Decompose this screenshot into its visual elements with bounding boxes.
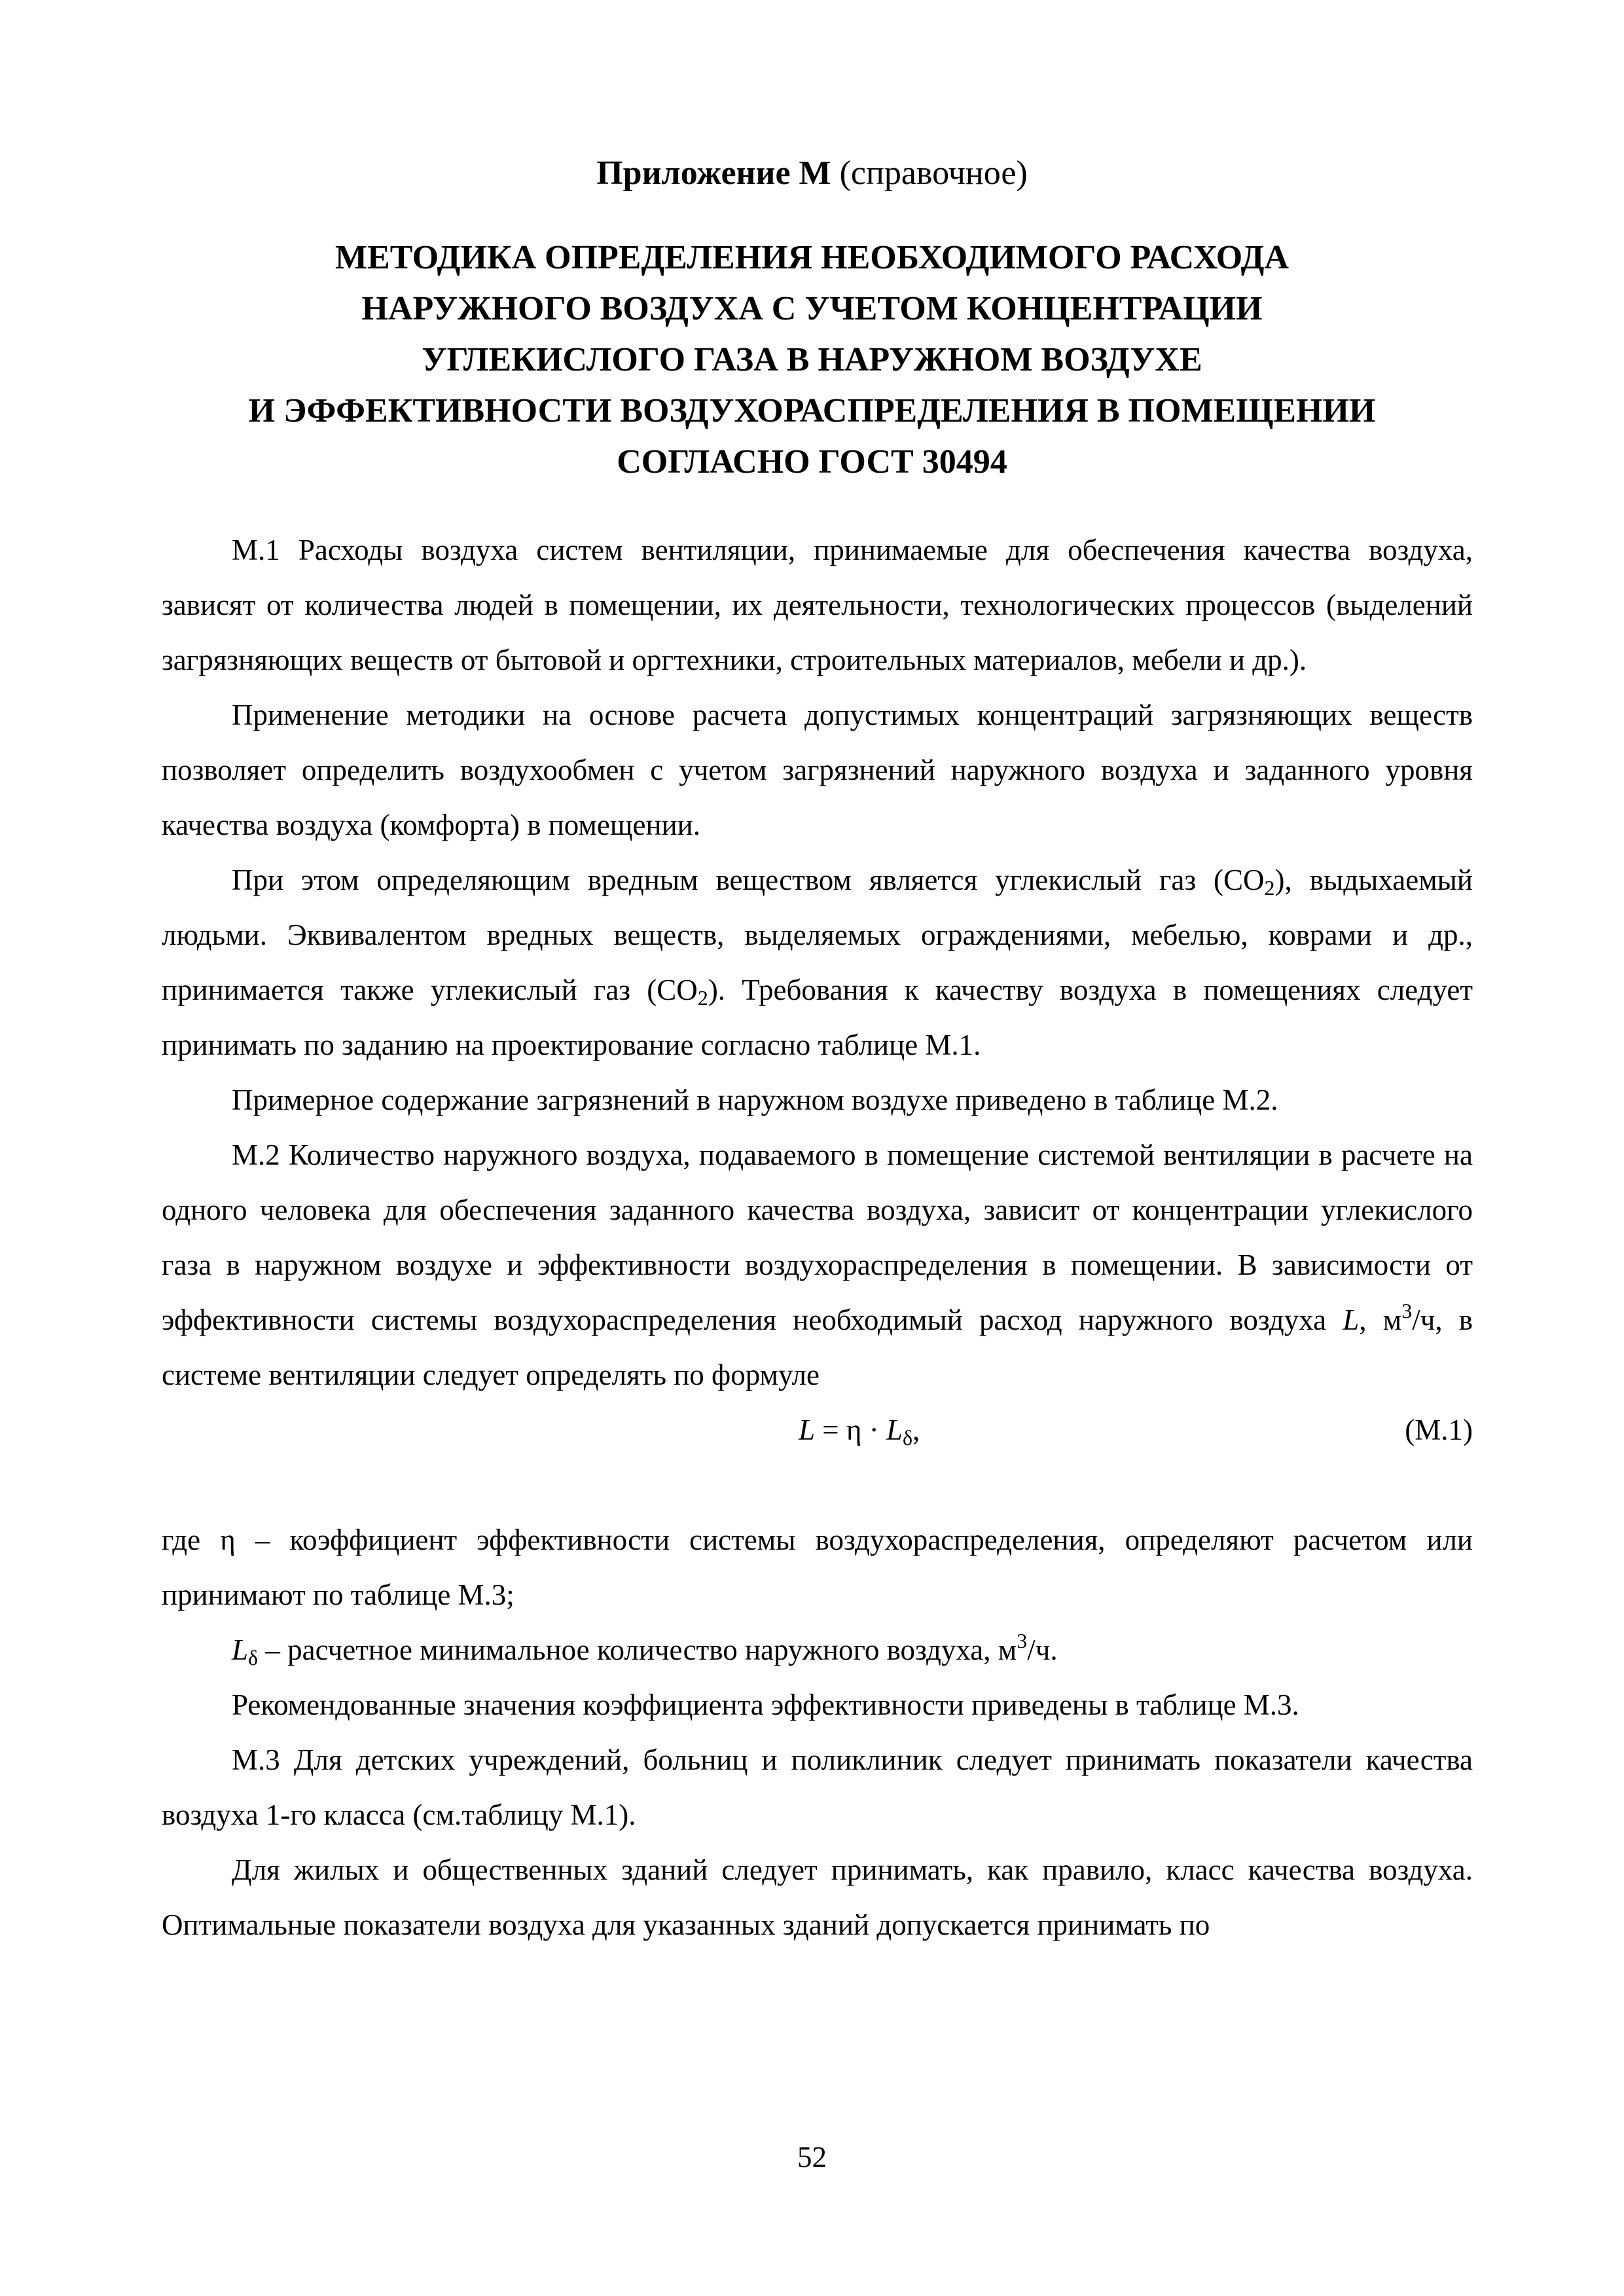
variable-L: L (1343, 1303, 1360, 1336)
paragraph-method: Применение методики на основе расчета допустимых концентраций загрязняющих веществ позволяет определить воздухообмен с учетом загрязнений наружного воздуха и заданного уровня качества воздуха (комфорта) в помещении. (162, 699, 1473, 841)
appendix-note: (справочное) (839, 155, 1028, 192)
paragraph-m3: М.3 Для детских учреждений, больниц и поликлиник следует принимать показатели качества воздуха 1-го класса (см.таблицу М.1). (162, 1743, 1473, 1831)
formula-tail: , (912, 1413, 920, 1446)
formula-row (162, 1402, 1473, 1457)
formula-eq: = η · (815, 1413, 886, 1446)
paragraph-ld-definition (162, 1622, 1473, 1677)
paragraph-m1: М.1 Расходы воздуха систем вентиляции, принимаемые для обеспечения качества воздуха, зависят от количества людей в помещении, их деятельности, технологических процессов (выделений загрязняющих веществ от бытовой и оргтехники, строительных материалов, мебели и др.). (162, 534, 1473, 676)
title-line: И ЭФФЕКТИВНОСТИ ВОЗДУХОРАСПРЕДЕЛЕНИЯ В ПОМЕЩЕНИИ (248, 392, 1376, 429)
formula-m1 (799, 1402, 920, 1457)
document-title (0, 232, 1624, 488)
paragraph-recommended: Рекомендованные значения коэффициента эффективности приведены в таблице М.3. (232, 1688, 1299, 1721)
appendix-label: Приложение М (596, 155, 831, 192)
co2-subscript: 2 (697, 986, 708, 1010)
page-number: 52 (797, 2141, 827, 2174)
document-body (162, 522, 1473, 1952)
formula-rhs: L (886, 1413, 903, 1446)
co2-subscript: 2 (1264, 876, 1275, 900)
variable-L: L (232, 1633, 249, 1666)
paragraph-outdoor-pollution: Примерное содержание загрязнений в наружном воздухе приведено в таблице М.2. (232, 1084, 1278, 1116)
ld-text: – расчетное минимальное количество наружного воздуха, м (258, 1633, 1017, 1666)
m2-text-b: , м (1359, 1303, 1402, 1336)
cube-superscript: 3 (1017, 1629, 1028, 1652)
co2-text-c: ). Требования к качеству воздуха в помещениях следует принимать по заданию на проектирование согласно таблице М.1. (162, 974, 1473, 1061)
title-line: НАРУЖНОГО ВОЗДУХА С УЧЕТОМ КОНЦЕНТРАЦИИ (361, 290, 1263, 327)
co2-text-b: ), выдыхаемый людьми. Эквивалентом вредных веществ, выделяемых ограждениями, мебелью, коврами и др., принимается также углекислый газ (СО (162, 864, 1473, 1006)
formula-rhs-subscript: δ (902, 1426, 913, 1449)
appendix-heading (0, 151, 1624, 196)
delta-subscript: δ (248, 1646, 259, 1669)
m2-text-a: М.2 Количество наружного воздуха, подаваемого в помещение системой вентиляции в расчете на одного человека для обеспечения заданного качества воздуха, зависит от концентрации углекислого газа в наружном воздухе и эффективности воздухораспределения в помещении. В зависимости от эффективности системы воздухораспределения необходимый расход наружного воздуха (162, 1139, 1473, 1336)
title-line: МЕТОДИКА ОПРЕДЕЛЕНИЯ НЕОБХОДИМОГО РАСХОДА (335, 239, 1289, 276)
formula-number: (М.1) (1405, 1413, 1473, 1446)
paragraph-m2 (162, 1127, 1473, 1402)
title-line: УГЛЕКИСЛОГО ГАЗА В НАРУЖНОМ ВОЗДУХЕ (422, 341, 1202, 378)
cube-superscript: 3 (1401, 1299, 1413, 1322)
formula-lhs: L (799, 1413, 816, 1446)
paragraph-where: где η – коэффициент эффективности системы воздухораспределения, определяют расчетом или принимают по таблице М.3; (162, 1523, 1473, 1611)
paragraph-co2 (162, 852, 1473, 1072)
m2-text-c: /ч, в системе вентиляции следует определять по формуле (162, 1303, 1473, 1391)
title-line: СОГЛАСНО ГОСТ 30494 (617, 443, 1007, 481)
co2-text-a: При этом определяющим вредным веществом является углекислый газ (СО (232, 864, 1265, 896)
ld-end: /ч. (1027, 1633, 1058, 1666)
paragraph-residential: Для жилых и общественных зданий следует принимать, как правило, класс качества воздуха. Оптимальные показатели воздуха для указанных зданий допускается принимать по (162, 1853, 1473, 1941)
